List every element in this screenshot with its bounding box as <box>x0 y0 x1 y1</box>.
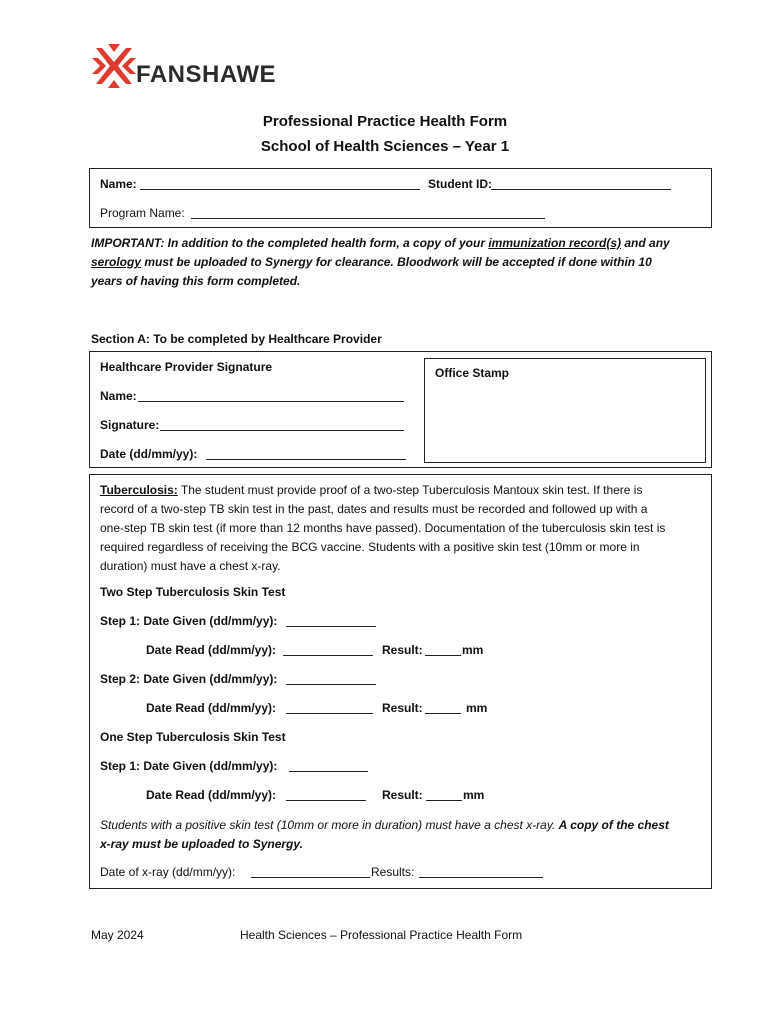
tb-intro-text: The student must provide proof of a two-step Tuberculosis Mantoux skin test. If there is <box>177 483 643 497</box>
two-step-step2-result-label: Result: <box>382 701 423 715</box>
two-step-step1-result-field[interactable] <box>425 643 461 656</box>
two-step-step2-read-label: Date Read (dd/mm/yy): <box>146 701 277 715</box>
two-step-step2-read-field[interactable] <box>286 701 373 714</box>
fanshawe-logo <box>92 44 277 104</box>
two-step-step1-given-field[interactable] <box>286 614 376 627</box>
provider-signature-label: Signature: <box>100 418 160 432</box>
tb-intro-text: one-step TB skin test (if more than 12 months have passed). Documentation of the tuberculosis skin test is <box>100 521 666 535</box>
provider-name-label: Name: <box>100 389 137 403</box>
two-step-step2-result-field[interactable] <box>425 701 461 714</box>
two-step-step2-given-field[interactable] <box>286 672 376 685</box>
xray-date-label: Date of x-ray (dd/mm/yy): <box>100 865 236 879</box>
one-step-read-label: Date Read (dd/mm/yy): <box>146 788 277 802</box>
form-title: Professional Practice Health Form <box>262 113 508 130</box>
important-text: and any <box>621 236 670 250</box>
xray-note <box>100 816 705 854</box>
two-step-step1-given-label: Step 1: Date Given (dd/mm/yy): <box>100 614 278 628</box>
fanshawe-logo-mark-icon <box>92 44 136 104</box>
form-subtitle: School of Health Sciences – Year 1 <box>260 138 510 155</box>
important-text: must be uploaded to Synergy for clearance. Bloodwork will be accepted if done within 10 <box>141 255 652 269</box>
student-id-field[interactable] <box>491 177 671 190</box>
one-step-heading: One Step Tuberculosis Skin Test <box>100 730 286 744</box>
office-stamp-label: Office Stamp <box>435 366 510 380</box>
program-name-label: Program Name: <box>100 206 185 220</box>
student-id-label: Student ID: <box>428 177 492 191</box>
important-text: years of having this form completed. <box>91 274 301 288</box>
provider-signature-heading: Healthcare Provider Signature <box>100 360 273 374</box>
one-step-read-field[interactable] <box>286 788 366 801</box>
important-text: IMPORTANT: In addition to the completed health form, a copy of your <box>91 236 489 250</box>
provider-date-field[interactable] <box>206 447 406 460</box>
provider-date-label: Date (dd/mm/yy): <box>100 447 198 461</box>
xray-results-field[interactable] <box>419 865 543 878</box>
student-name-label: Name: <box>100 177 137 191</box>
xray-date-field[interactable] <box>251 865 370 878</box>
two-step-step2-given-label: Step 2: Date Given (dd/mm/yy): <box>100 672 278 686</box>
two-step-step1-mm: mm <box>462 643 484 657</box>
tb-intro-text: duration) must have a chest x-ray. <box>100 559 281 573</box>
student-name-field[interactable] <box>140 177 420 190</box>
immunization-record-text: immunization record(s) <box>488 236 622 250</box>
one-step-result-field[interactable] <box>426 788 462 801</box>
important-notice <box>91 234 711 291</box>
provider-signature-field[interactable] <box>160 418 404 431</box>
two-step-heading: Two Step Tuberculosis Skin Test <box>100 585 286 599</box>
program-name-field[interactable] <box>191 206 545 219</box>
xray-results-label: Results: <box>371 865 415 879</box>
xray-note-bold: A copy of the chest <box>558 818 669 832</box>
two-step-step2-mm: mm <box>466 701 488 715</box>
tb-heading: Tuberculosis: <box>100 483 178 497</box>
footer-date: May 2024 <box>91 928 144 942</box>
xray-note-bold: x-ray must be uploaded to Synergy. <box>100 837 303 851</box>
footer-title: Health Sciences – Professional Practice Health Form <box>240 928 523 942</box>
one-step-given-field[interactable] <box>289 759 368 772</box>
provider-name-field[interactable] <box>138 389 404 402</box>
two-step-step1-result-label: Result: <box>382 643 423 657</box>
one-step-given-label: Step 1: Date Given (dd/mm/yy): <box>100 759 278 773</box>
two-step-step1-read-label: Date Read (dd/mm/yy): <box>146 643 277 657</box>
tb-intro-text: record of a two-step TB skin test in the past, dates and results must be recorded and followed up with a <box>100 502 648 516</box>
serology-text: serology <box>91 255 142 269</box>
one-step-result-label: Result: <box>382 788 423 802</box>
section-a-heading: Section A: To be completed by Healthcare Provider <box>91 332 382 346</box>
tb-intro-text: required regardless of receiving the BCG vaccine. Students with a positive skin test (10mm or more in <box>100 540 640 554</box>
logo-text: FANSHAWE <box>136 61 277 88</box>
xray-note-text: Students with a positive skin test (10mm or more in duration) must have a chest x-ray. <box>100 818 559 832</box>
one-step-mm: mm <box>463 788 485 802</box>
tb-intro <box>100 481 705 576</box>
two-step-step1-read-field[interactable] <box>283 643 373 656</box>
